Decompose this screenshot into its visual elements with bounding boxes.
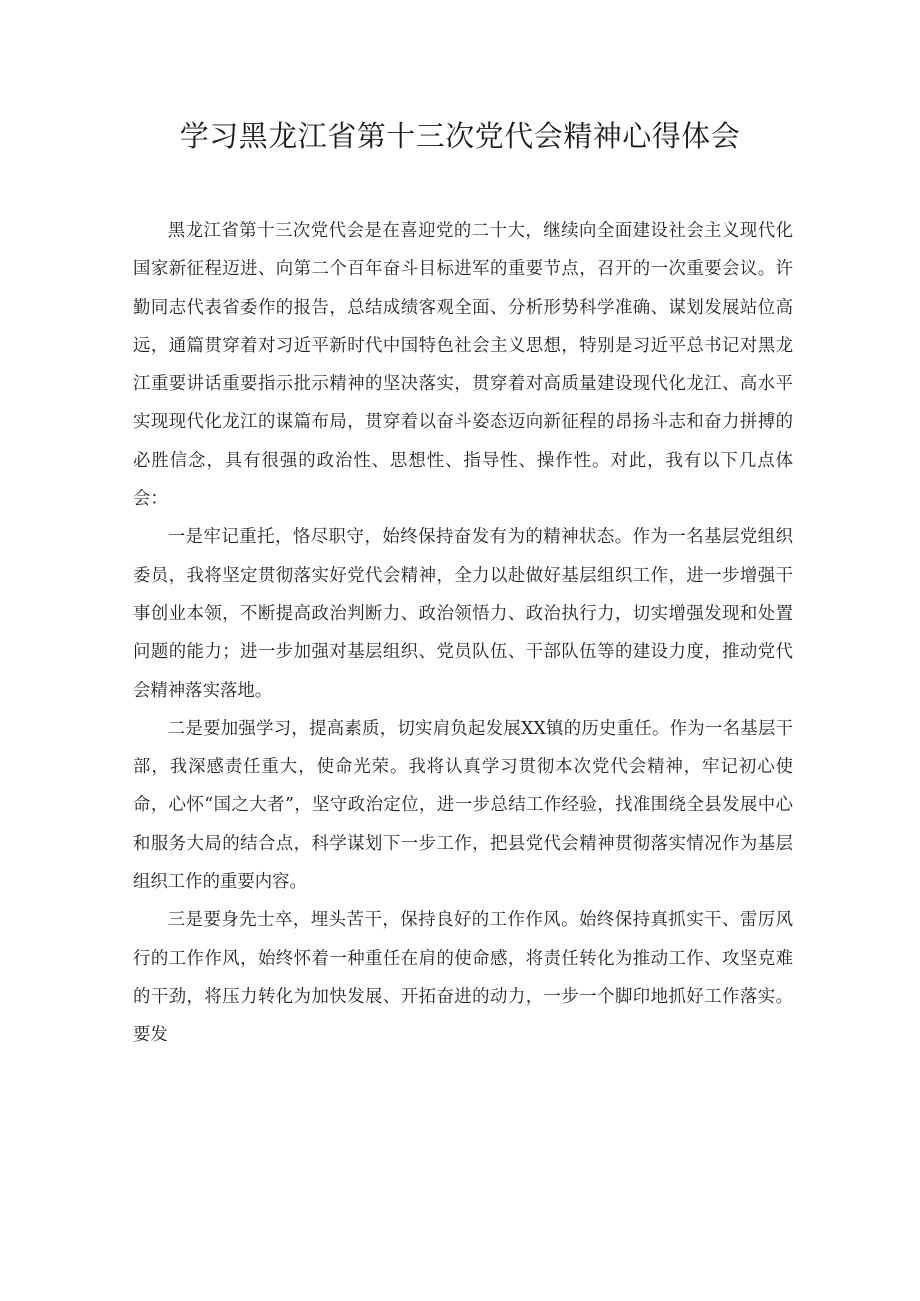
paragraph-point-three: 三是要身先士卒，埋头苦干，保持良好的工作作风。始终保持真抓实干、雷厉风行的工作作风，始终怀着一种重任在肩的使命感，将责任转化为推动工作、攻坚克难的干劲，将压力转化为加快发展、开拓奋进的动力，一步一个脚印地抓好工作落实。要发 (133, 910, 793, 1046)
document-title: 学习黑龙江省第十三次党代会精神心得体会 (179, 119, 741, 153)
document-body (133, 212, 793, 1055)
paragraph-intro: 黑龙江省第十三次党代会是在喜迎党的二十大，继续向全面建设社会主义现代化国家新征程迈进、向第二个百年奋斗目标进军的重要节点，召开的一次重要会议。许勤同志代表省委作的报告，总结成绩客观全面、分析形势科学准确、谋划发展站位高远，通篇贯穿着对习近平新时代中国特色社会主义思想，特别是习近平总书记对黑龙江重要讲话重要指示批示精神的坚决落实，贯穿着对高质量建设现代化龙江、高水平实现现代化龙江的谋篇布局，贯穿着以奋斗姿态迈向新征程的昂扬斗志和奋力拼搏的必胜信念，具有很强的政治性、思想性、指导性、操作性。对此，我有以下几点体会： (133, 221, 793, 510)
paragraph-point-two: 二是要加强学习，提高素质，切实肩负起发展XX镇的历史重任。作为一名基层干部，我深感责任重大，使命光荣。我将认真学习贯彻本次党代会精神，牢记初心使命，心怀“国之大者”，坚守政治定位，进一步总结工作经验，找准围绕全县发展中心和服务大局的结合点，科学谋划下一步工作，把县党代会精神贯彻落实情况作为基层组织工作的重要内容。 (133, 718, 793, 893)
paragraph-point-one: 一是牢记重托，恪尽职守，始终保持奋发有为的精神状态。作为一名基层党组织委员，我将坚定贯彻落实好党代会精神，全力以赴做好基层组织工作，进一步增强干事创业本领，不断提高政治判断力、政治领悟力、政治执行力，切实增强发现和处置问题的能力；进一步加强对基层组织、党员队伍、干部队伍等的建设力度，推动党代会精神落实落地。 (133, 527, 793, 701)
